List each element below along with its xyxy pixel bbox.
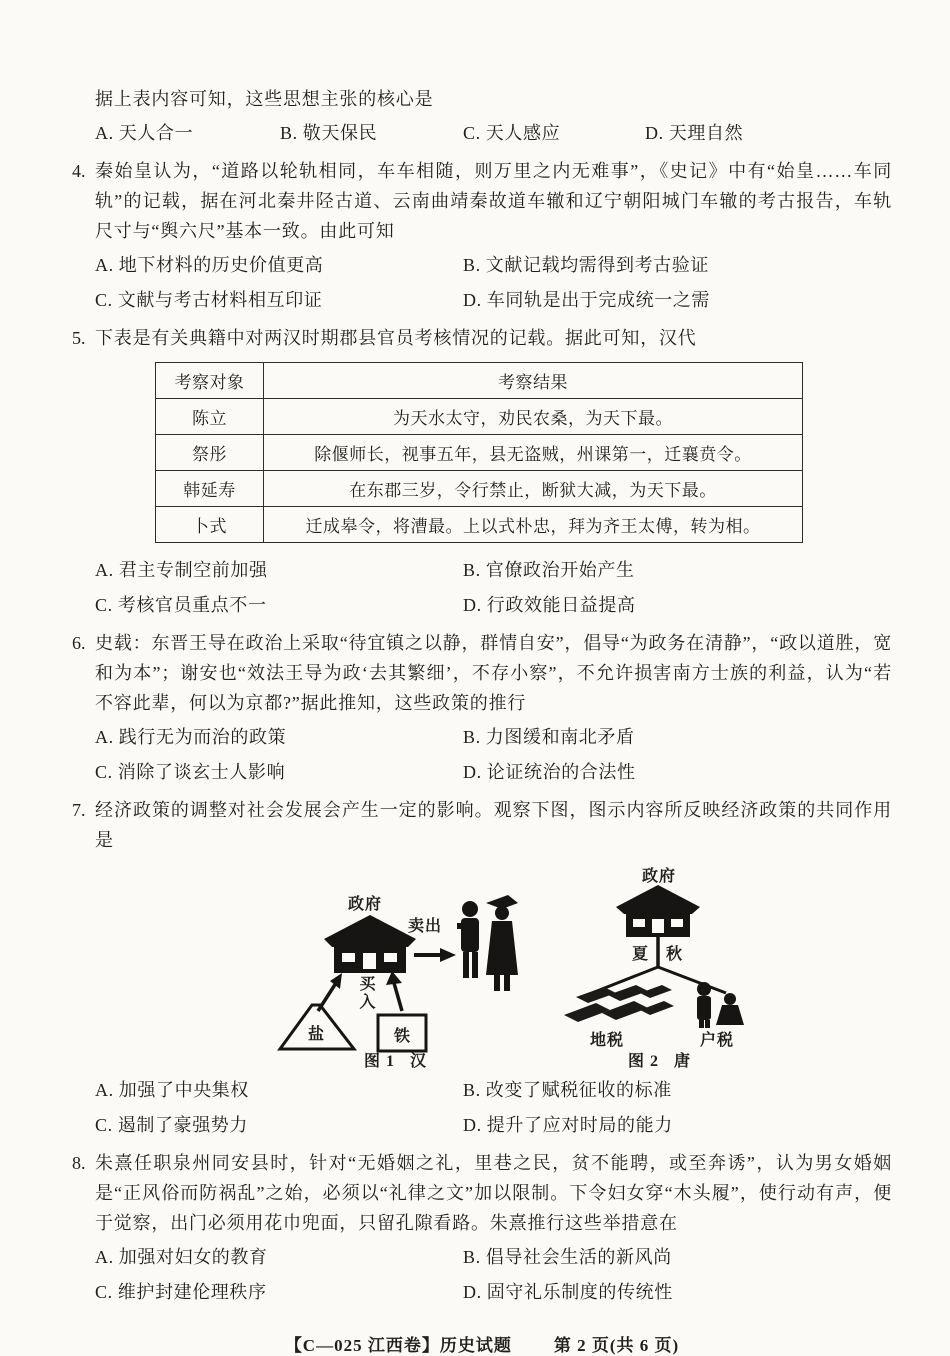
question-number: 4. (72, 161, 86, 181)
figure-1-han (272, 863, 524, 1071)
question-number: 6. (72, 633, 86, 653)
fig1-iron-label: 铁 (394, 1028, 412, 1045)
option-c: C. 遏制了豪强势力 (95, 1115, 249, 1135)
option-c: C. 天人感应 (463, 123, 561, 143)
fig1-sell-label: 卖出 (408, 918, 443, 935)
question-stem: 史载：东晋王导在政治上采取“待宜镇之以静，群情自安”，倡导“为政务在清静”，“政以道胜，宽和为本”；谢安也“效法王导为政‘去其繁细’，不存小察”，不允许损害南方士族的利益，认为“若不容此辈，何以为京都?”据此推知，这些政策的推行 (95, 633, 892, 713)
question-3-options (95, 118, 892, 148)
option-b: B. 力图缓和南北矛盾 (463, 727, 635, 747)
option-d: D. 固守礼乐制度的传统性 (463, 1282, 673, 1302)
table-row (156, 435, 803, 471)
option-b: B. 敬天保民 (280, 123, 378, 143)
fig1-government-label: 政府 (348, 896, 383, 913)
option-d: D. 行政效能日益提高 (463, 595, 636, 615)
question-stem: 下表是有关典籍中对两汉时期郡县官员考核情况的记载。据此可知，汉代 (95, 328, 697, 348)
table-cell: 迁成皋令，将漕最。上以式朴忠，拜为齐王太傅，转为相。 (264, 507, 803, 543)
government-building-icon (616, 885, 700, 937)
option-a: A. 加强了中央集权 (95, 1080, 249, 1100)
question-5-options (95, 555, 892, 620)
footer-exam-title: 【C—025 江西卷】历史试题 (284, 1336, 512, 1355)
header-cell: 考察对象 (156, 363, 264, 399)
fig2-government-label: 政府 (642, 868, 677, 885)
question-stem: 秦始皇认为，“道路以轮轨相同，车车相随，则万里之内无难事”，《史记》中有“始皇……车同轨”的记载，据在河北秦井陉古道、云南曲靖秦故道车辙和辽宁朝阳城门车辙的考古报告，车轨尺寸与“舆六尺”基本一致。由此可知 (95, 161, 892, 241)
question-3-partial (72, 84, 892, 114)
fig1-buy-label: 买入 (357, 975, 374, 1011)
option-a: A. 地下材料的历史价值更高 (95, 255, 324, 275)
question-stem: 朱熹任职泉州同安县时，针对“无婚姻之礼，里巷之民，贫不能聘，或至奔诱”，认为男女婚姻是“正风俗而防祸乱”之始，必须以“礼律之文”加以限制。下令妇女穿“木头履”，使行动有声，便于觉察，出门必须用花巾兜面，只留孔隙看路。朱熹推行这些举措意在 (95, 1153, 892, 1233)
fig1-salt-label: 盐 (308, 1026, 326, 1043)
question-7-options (95, 1075, 892, 1140)
option-b: B. 倡导社会生活的新风尚 (463, 1247, 672, 1267)
question-6 (72, 628, 892, 718)
option-a: A. 君主专制空前加强 (95, 560, 268, 580)
fig2-summer-label: 夏 (632, 946, 650, 963)
fig1-caption: 图1 汉 (363, 1053, 432, 1070)
household-figures-icon (697, 982, 744, 1028)
question-stem: 据上表内容可知，这些思想主张的核心是 (95, 89, 434, 109)
option-b: B. 改变了赋税征收的标准 (463, 1080, 672, 1100)
table-row (156, 399, 803, 435)
option-d: D. 提升了应对时局的能力 (463, 1115, 673, 1135)
table-cell: 陈立 (156, 399, 264, 435)
question-stem: 经济政策的调整对社会发展会产生一定的影响。观察下图，图示内容所反映经济政策的共同作用是 (95, 800, 892, 850)
footer-page-number: 第 2 页(共 6 页) (553, 1336, 680, 1355)
assessment-table (155, 362, 803, 543)
question-7-figures (272, 863, 892, 1071)
option-c: C. 维护封建伦理秩序 (95, 1282, 267, 1302)
sell-arrow-icon (414, 948, 456, 962)
option-a: A. 践行无为而治的政策 (95, 727, 287, 747)
table-cell: 在东郡三岁，令行禁止，断狱大减，为天下最。 (264, 471, 803, 507)
option-a: A. 加强对妇女的教育 (95, 1247, 268, 1267)
question-8 (72, 1148, 892, 1238)
option-c: C. 消除了谈玄士人影响 (95, 762, 286, 782)
option-d: D. 天理自然 (645, 123, 744, 143)
farm-fields-icon (564, 985, 674, 1022)
question-number: 7. (72, 800, 86, 820)
figure-2-tang (558, 863, 766, 1071)
option-b: B. 官僚政治开始产生 (463, 560, 635, 580)
question-5 (72, 323, 892, 353)
merchant-figures-icon (457, 895, 518, 991)
option-a: A. 天人合一 (95, 123, 194, 143)
table-cell: 韩延寿 (156, 471, 264, 507)
fig2-caption: 图2 唐 (627, 1053, 696, 1070)
question-8-options (95, 1242, 892, 1307)
page-footer (72, 1331, 892, 1356)
option-b: B. 文献记载均需得到考古验证 (463, 255, 710, 275)
question-6-options (95, 722, 892, 787)
table-header-row (156, 363, 803, 399)
table-row (156, 507, 803, 543)
government-building-icon (324, 915, 416, 973)
question-number: 8. (72, 1153, 86, 1173)
buy-arrow-iron-icon (386, 971, 402, 1011)
question-7 (72, 795, 892, 855)
option-d: D. 车同轨是出于完成统一之需 (463, 290, 710, 310)
table-cell: 卜式 (156, 507, 264, 543)
question-number: 5. (72, 328, 86, 348)
table-cell: 为天水太守，劝民农桑，为天下最。 (264, 399, 803, 435)
table-row (156, 471, 803, 507)
table-cell: 除偃师长，视事五年，县无盗贼，州课第一，迁襄贲令。 (264, 435, 803, 471)
fig2-household-tax-label: 户税 (700, 1032, 735, 1049)
fig2-autumn-label: 秋 (666, 946, 684, 963)
option-d: D. 论证统治的合法性 (463, 762, 636, 782)
table-cell: 祭彤 (156, 435, 264, 471)
option-c: C. 文献与考古材料相互印证 (95, 290, 323, 310)
question-4 (72, 156, 892, 246)
option-c: C. 考核官员重点不一 (95, 595, 267, 615)
fig2-land-tax-label: 地税 (590, 1032, 625, 1049)
header-cell: 考察结果 (264, 363, 803, 399)
question-4-options (95, 250, 892, 315)
